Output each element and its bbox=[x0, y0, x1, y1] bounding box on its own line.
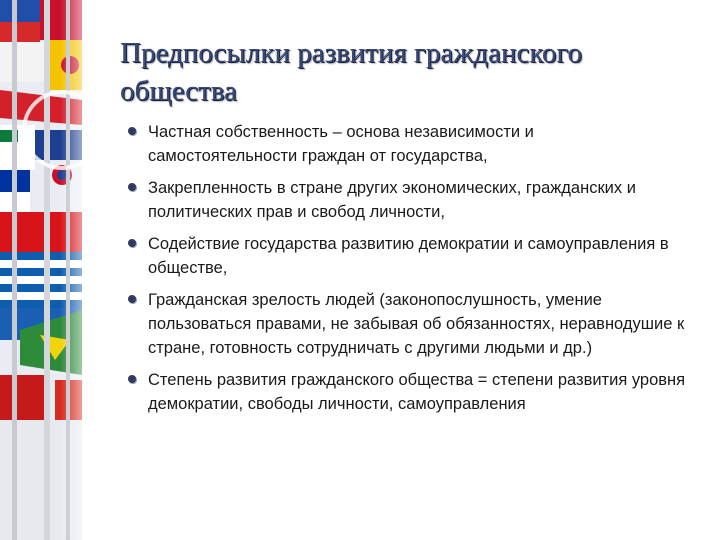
slide-title: Предпосылки развития гражданского общества bbox=[120, 37, 583, 107]
bullet-item bbox=[126, 368, 686, 416]
bullet-text: Содействие государства развитию демократии и самоуправления в обществе, bbox=[148, 235, 669, 277]
bullet-list bbox=[126, 120, 686, 424]
bullet-text: Закрепленность в стране других экономических, гражданских и политических прав и свобод личности, bbox=[148, 179, 636, 221]
bullet-icon bbox=[128, 239, 136, 247]
flags-photo bbox=[0, 0, 82, 540]
bullet-item bbox=[126, 288, 686, 360]
bullet-icon bbox=[128, 127, 136, 135]
bullet-text: Частная собственность – основа независимости и самостоятельности граждан от государства, bbox=[148, 123, 534, 165]
bullet-item bbox=[126, 232, 686, 280]
bullet-icon bbox=[128, 375, 136, 383]
bullet-icon bbox=[128, 295, 136, 303]
bullet-item bbox=[126, 176, 686, 224]
bullet-item bbox=[126, 120, 686, 168]
bullet-text: Степень развития гражданского общества = степени развития уровня демократии, свободы личности, самоуправления bbox=[148, 371, 686, 413]
bullet-text: Гражданская зрелость людей (законопослушность, умение пользоваться правами, не забывая об обязанностях, неравнодушие к стране, готовность сотрудничать с другими людьми и др.) bbox=[148, 291, 685, 357]
flags-fade bbox=[60, 0, 82, 540]
bullet-icon bbox=[128, 183, 136, 191]
